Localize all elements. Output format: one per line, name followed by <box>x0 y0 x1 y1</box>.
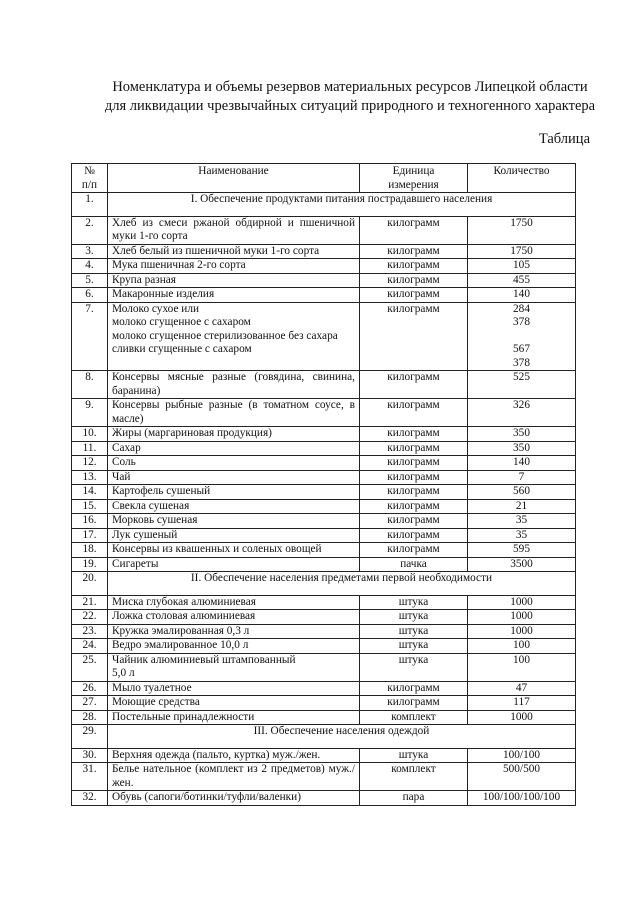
item-unit: килограмм <box>360 528 468 543</box>
item-name-line: молоко сгущенное с сахаром <box>112 316 251 328</box>
table-row <box>72 514 576 529</box>
table-row <box>72 595 576 610</box>
item-qty <box>468 610 576 625</box>
table-row <box>72 748 576 763</box>
item-name: Соль <box>108 456 360 471</box>
table-row <box>72 499 576 514</box>
row-num: 8. <box>72 371 108 399</box>
table-row <box>72 456 576 471</box>
row-num: 14. <box>72 485 108 500</box>
title-line-2: для ликвидации чрезвычайных ситуаций природного и техногенного характера <box>104 98 596 114</box>
item-unit: комплект <box>360 763 468 791</box>
item-name: Крупа разная <box>108 273 360 288</box>
item-unit: штука <box>360 639 468 654</box>
table-row <box>72 624 576 639</box>
item-qty-line: 3500 <box>510 557 533 570</box>
item-qty-line: 350 <box>513 427 530 439</box>
section-title: II. Обеспечение населения предметами первой необходимости <box>108 572 576 596</box>
table-row <box>72 216 576 244</box>
item-qty <box>468 288 576 303</box>
row-num: 13. <box>72 470 108 485</box>
item-unit: штука <box>360 653 468 681</box>
table-row <box>72 763 576 791</box>
table-row <box>72 399 576 427</box>
table-row <box>72 259 576 274</box>
table-label: Таблица <box>538 131 590 147</box>
item-qty-line: 35 <box>515 528 528 541</box>
item-unit: штука <box>360 748 468 763</box>
row-num: 32. <box>72 791 108 806</box>
item-qty-line: 140 <box>513 456 530 468</box>
item-qty <box>468 244 576 259</box>
item-qty-line: 350 <box>513 441 530 454</box>
item-qty-line: 595 <box>513 543 530 555</box>
table-row <box>72 710 576 725</box>
item-qty <box>468 514 576 529</box>
item-qty <box>468 371 576 399</box>
item-name: Мыло туалетное <box>108 681 360 696</box>
item-name: Свекла сушеная <box>108 499 360 514</box>
item-unit: килограмм <box>360 399 468 427</box>
item-qty-line: 378 <box>513 316 530 328</box>
item-qty-line: 7 <box>518 470 525 483</box>
item-name <box>108 302 360 371</box>
row-num: 10. <box>72 427 108 442</box>
item-qty <box>468 427 576 442</box>
item-name: Морковь сушеная <box>108 514 360 529</box>
item-name: Сахар <box>108 441 360 456</box>
row-num: 30. <box>72 748 108 763</box>
item-name: Моющие средства <box>108 696 360 711</box>
table-row <box>72 681 576 696</box>
item-name: Мука пшеничная 2-го сорта <box>108 259 360 274</box>
item-qty <box>468 696 576 711</box>
row-num: 26. <box>72 681 108 696</box>
item-unit: килограмм <box>360 499 468 514</box>
item-qty-line: 1000 <box>510 595 533 608</box>
item-qty <box>468 302 576 371</box>
item-unit: килограмм <box>360 244 468 259</box>
row-num: 23. <box>72 624 108 639</box>
item-qty-line: 455 <box>513 273 530 286</box>
item-unit: пара <box>360 791 468 806</box>
item-name: Хлеб из смеси ржаной обдирной и пшеничной муки 1-го сорта <box>108 216 360 244</box>
item-unit: штука <box>360 595 468 610</box>
table-row <box>72 470 576 485</box>
item-qty-line: 1000 <box>510 624 533 637</box>
item-qty-line: 1750 <box>510 244 533 257</box>
item-qty <box>468 791 576 806</box>
item-qty-line: 1000 <box>510 610 533 622</box>
section-num: 20. <box>72 572 108 596</box>
item-unit: килограмм <box>360 470 468 485</box>
row-num: 24. <box>72 639 108 654</box>
item-qty-line: 1000 <box>510 710 533 723</box>
item-qty <box>468 543 576 558</box>
title-line-1: Номенклатура и объемы резервов материальных ресурсов Липецкой области <box>112 79 588 95</box>
item-qty <box>468 710 576 725</box>
table-row <box>72 371 576 399</box>
item-qty-line: 21 <box>515 499 528 512</box>
item-unit: штука <box>360 610 468 625</box>
item-qty <box>468 595 576 610</box>
row-num: 18. <box>72 543 108 558</box>
row-num: 4. <box>72 259 108 274</box>
item-name: Ложка столовая алюминиевая <box>108 610 360 625</box>
item-qty-line: 378 <box>513 356 530 369</box>
row-num: 15. <box>72 499 108 514</box>
row-num: 28. <box>72 710 108 725</box>
table-row <box>72 557 576 572</box>
item-name: Жиры (маргариновая продукция) <box>108 427 360 442</box>
document-title <box>60 78 640 116</box>
item-qty <box>468 216 576 244</box>
item-name: Кружка эмалированная 0,3 л <box>108 624 360 639</box>
row-num: 12. <box>72 456 108 471</box>
item-qty-line: 105 <box>513 259 530 271</box>
section-num: 29. <box>72 725 108 749</box>
item-qty <box>468 273 576 288</box>
table-row <box>72 610 576 625</box>
item-name: Картофель сушеный <box>108 485 360 500</box>
item-qty-line: 35 <box>515 514 528 526</box>
item-name-line: молоко сгущенное стерилизованное без сахара <box>112 329 338 342</box>
table-row <box>72 273 576 288</box>
resources-table <box>71 163 576 806</box>
item-qty <box>468 681 576 696</box>
item-qty-line: 100/100 <box>502 748 541 761</box>
header-qty: Количество <box>468 164 576 193</box>
header-name: Наименование <box>108 164 360 193</box>
item-name: Сигареты <box>108 557 360 572</box>
row-num: 11. <box>72 441 108 456</box>
section-num: 1. <box>72 193 108 217</box>
row-num: 25. <box>72 653 108 681</box>
table-row <box>72 653 576 681</box>
table-row <box>72 244 576 259</box>
item-unit: килограмм <box>360 216 468 244</box>
row-num: 6. <box>72 288 108 303</box>
item-qty-line: 47 <box>515 681 528 694</box>
row-num: 9. <box>72 399 108 427</box>
item-name-line: 5,0 л <box>112 667 135 679</box>
item-qty-line: 560 <box>513 485 530 497</box>
item-name: Макаронные изделия <box>108 288 360 303</box>
table-row <box>72 696 576 711</box>
item-unit: килограмм <box>360 456 468 471</box>
row-num: 22. <box>72 610 108 625</box>
item-qty <box>468 624 576 639</box>
item-unit: штука <box>360 624 468 639</box>
header-unit: Единица измерения <box>360 164 468 193</box>
item-name: Консервы рыбные разные (в томатном соусе, в масле) <box>108 399 360 427</box>
item-qty-line: 525 <box>513 371 530 383</box>
item-qty <box>468 748 576 763</box>
item-qty <box>468 399 576 427</box>
item-unit: килограмм <box>360 514 468 529</box>
item-qty-line: 140 <box>513 288 530 300</box>
item-qty <box>468 763 576 791</box>
item-name <box>108 653 360 681</box>
item-qty-line: 567 <box>513 343 530 355</box>
item-unit: килограмм <box>360 288 468 303</box>
item-unit: килограмм <box>360 681 468 696</box>
item-qty <box>468 639 576 654</box>
section-title: III. Обеспечение населения одеждой <box>108 725 576 749</box>
item-qty <box>468 499 576 514</box>
row-num: 21. <box>72 595 108 610</box>
item-unit: килограмм <box>360 302 468 371</box>
item-unit: килограмм <box>360 427 468 442</box>
item-qty-line: 117 <box>513 696 530 708</box>
item-name: Ведро эмалированное 10,0 л <box>108 639 360 654</box>
item-unit: килограмм <box>360 543 468 558</box>
item-qty <box>468 528 576 543</box>
item-qty <box>468 259 576 274</box>
item-unit: килограмм <box>360 696 468 711</box>
item-unit: килограмм <box>360 273 468 288</box>
table-row <box>72 288 576 303</box>
item-name-line: сливки сгущенные с сахаром <box>112 343 252 355</box>
item-qty <box>468 485 576 500</box>
item-qty <box>468 470 576 485</box>
row-num: 3. <box>72 244 108 259</box>
table-row <box>72 528 576 543</box>
item-unit: комплект <box>360 710 468 725</box>
item-name: Хлеб белый из пшеничной муки 1-го сорта <box>108 244 360 259</box>
table-row <box>72 302 576 371</box>
table-row <box>72 485 576 500</box>
table-row <box>72 791 576 806</box>
row-num: 31. <box>72 763 108 791</box>
row-num: 19. <box>72 557 108 572</box>
item-unit: килограмм <box>360 441 468 456</box>
table-row <box>72 441 576 456</box>
item-name: Консервы из квашенных и соленых овощей <box>108 543 360 558</box>
item-name: Миска глубокая алюминиевая <box>108 595 360 610</box>
row-num: 5. <box>72 273 108 288</box>
section-title: I. Обеспечение продуктами питания пострадавшего населения <box>108 193 576 217</box>
section-row <box>72 193 576 217</box>
item-name: Белье нательное (комплект из 2 предметов) муж./жен. <box>108 763 360 791</box>
table-row <box>72 427 576 442</box>
row-num: 17. <box>72 528 108 543</box>
item-name: Лук сушеный <box>108 528 360 543</box>
item-qty <box>468 653 576 681</box>
row-num: 27. <box>72 696 108 711</box>
item-unit: пачка <box>360 557 468 572</box>
item-qty-line: 100 <box>513 639 530 651</box>
row-num: 7. <box>72 302 108 371</box>
item-name: Верхняя одежда (пальто, куртка) муж./жен. <box>108 748 360 763</box>
item-unit: килограмм <box>360 371 468 399</box>
item-qty <box>468 441 576 456</box>
section-row <box>72 725 576 749</box>
item-unit: килограмм <box>360 259 468 274</box>
row-num: 2. <box>72 216 108 244</box>
table-body <box>72 193 576 806</box>
table-row <box>72 543 576 558</box>
item-name-line: Чайник алюминиевый штампованный <box>112 653 296 666</box>
section-row <box>72 572 576 596</box>
item-qty-line: 100 <box>513 653 530 666</box>
item-name: Постельные принадлежности <box>108 710 360 725</box>
item-qty <box>468 456 576 471</box>
item-qty <box>468 557 576 572</box>
header-num: № п/п <box>72 164 108 193</box>
row-num: 16. <box>72 514 108 529</box>
item-unit: килограмм <box>360 485 468 500</box>
item-qty-line <box>472 330 571 344</box>
item-name: Обувь (сапоги/ботинки/туфли/валенки) <box>108 791 360 806</box>
table-row <box>72 639 576 654</box>
item-qty-line: 1750 <box>510 216 533 229</box>
item-name-line: Молоко сухое или <box>112 302 200 315</box>
item-qty-line: 326 <box>513 399 530 411</box>
table-header-row <box>72 164 576 193</box>
item-qty-line: 284 <box>513 302 530 315</box>
item-name: Чай <box>108 470 360 485</box>
item-qty-line: 500/500 <box>502 763 541 775</box>
item-name: Консервы мясные разные (говядина, свинина, баранина) <box>108 371 360 399</box>
item-qty-line: 100/100/100/100 <box>482 791 561 803</box>
